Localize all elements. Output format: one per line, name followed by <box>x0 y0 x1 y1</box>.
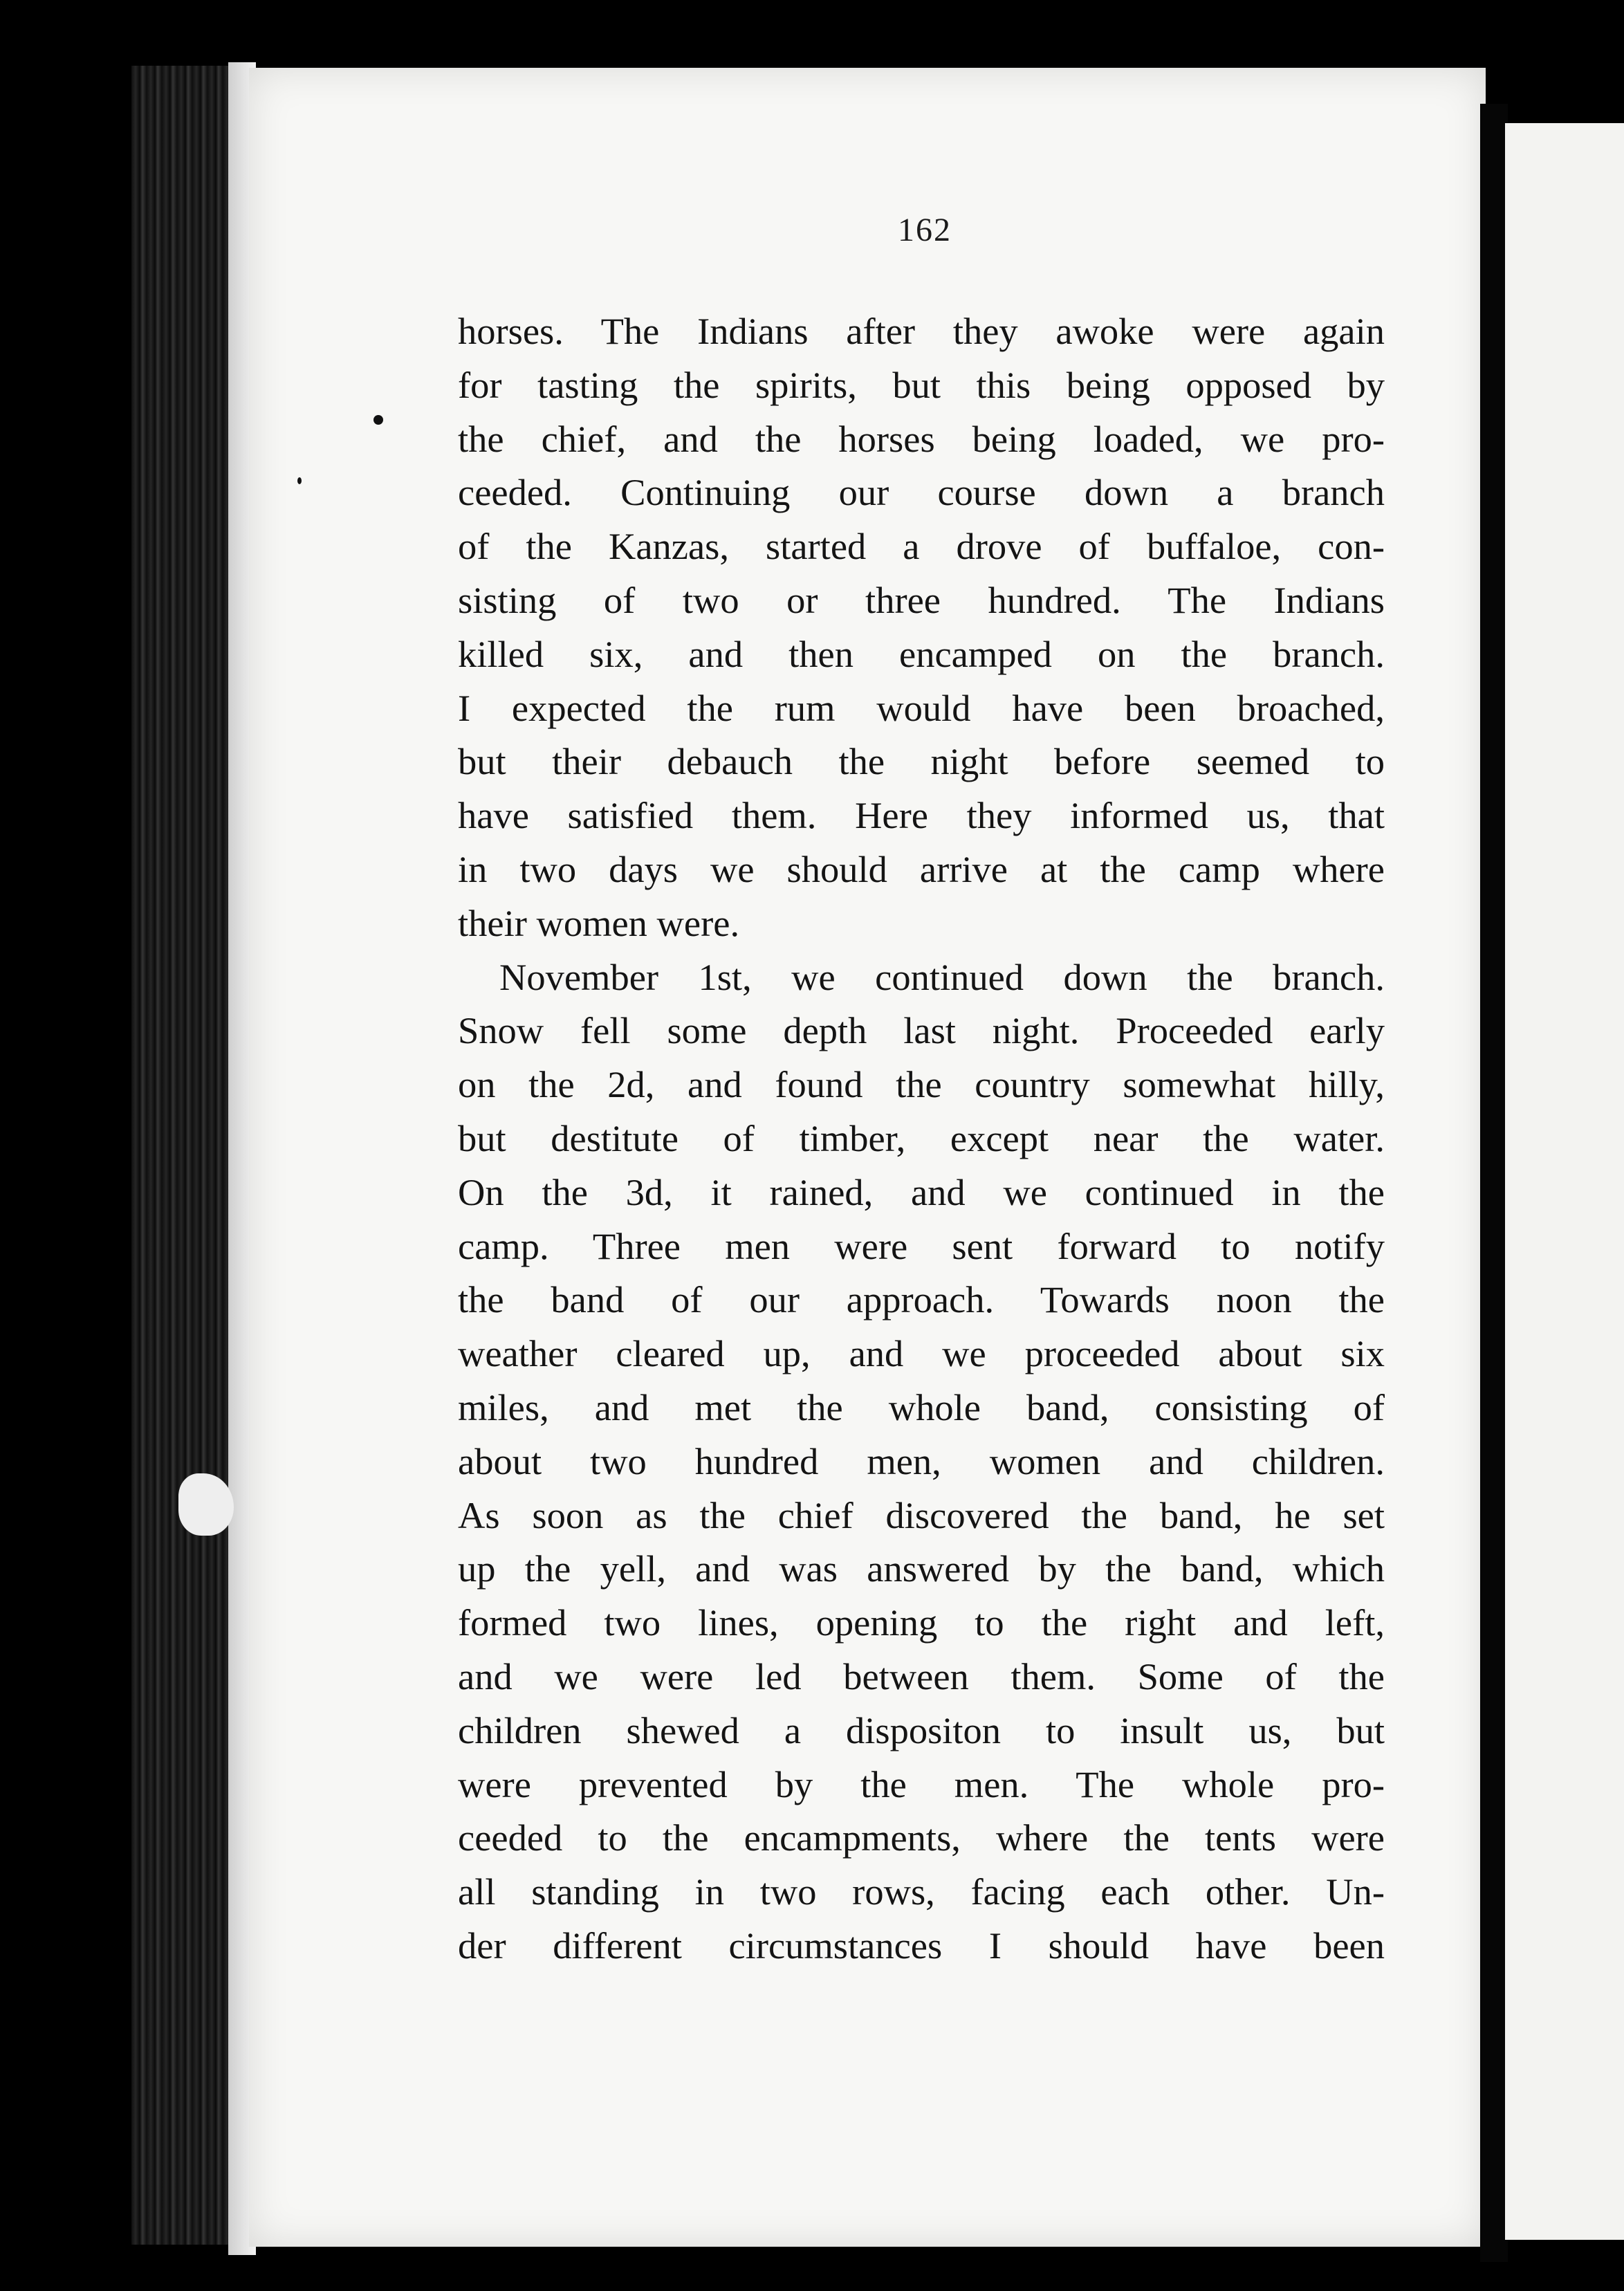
ink-speck <box>297 477 302 484</box>
text-line: but their debauch the night before seemed to <box>458 740 1385 783</box>
text-line: ceeded. Continuing our course down a branch <box>458 471 1385 514</box>
text-line: in two days we should arrive at the camp where <box>458 847 1385 890</box>
ink-speck <box>373 415 383 425</box>
text-line: camp. Three men were sent forward to notify <box>458 1224 1385 1267</box>
text-line: have satisfied them. Here they informed us, that <box>458 794 1385 837</box>
text-line: for tasting the spirits, but this being opposed by <box>458 363 1385 406</box>
text-line: the band of our approach. Towards noon the <box>458 1278 1385 1321</box>
text-line: but destitute of timber, except near the water. <box>458 1116 1385 1159</box>
text-line: of the Kanzas, started a drove of buffaloe, con- <box>458 525 1385 568</box>
text-line: the chief, and the horses being loaded, we pro- <box>458 417 1385 460</box>
text-line: children shewed a dispositon to insult us, but <box>458 1709 1385 1751</box>
text-line: miles, and met the whole band, consisting of <box>458 1386 1385 1428</box>
page-gutter <box>1480 104 1508 2262</box>
paragraph-end-line: their women were. <box>458 901 740 944</box>
text-line: I expected the rum would have been broached, <box>458 686 1385 729</box>
text-line: killed six, and then encamped on the branch. <box>458 632 1385 675</box>
book-binding-edge <box>131 66 228 2245</box>
page-number: 162 <box>898 212 952 248</box>
text-line: were prevented by the men. The whole pro- <box>458 1763 1385 1805</box>
page-body-text <box>458 304 1385 1973</box>
text-line: up the yell, and was answered by the band, which <box>458 1547 1385 1590</box>
text-line: der different circumstances I should have been <box>458 1924 1385 1967</box>
adjacent-page-sliver <box>1505 123 1624 2240</box>
text-line: about two hundred men, women and children. <box>458 1439 1385 1482</box>
text-line: Snow fell some depth last night. Proceeded early <box>458 1009 1385 1052</box>
text-line: horses. The Indians after they awoke were again <box>458 310 1385 352</box>
text-line: on the 2d, and found the country somewhat hilly, <box>458 1063 1385 1106</box>
text-line: ceeded to the encampments, where the tents were <box>458 1816 1385 1859</box>
text-line: sisting of two or three hundred. The Indians <box>458 578 1385 621</box>
text-line: On the 3d, it rained, and we continued in the <box>458 1170 1385 1213</box>
text-line: all standing in two rows, facing each other. Un- <box>458 1870 1385 1913</box>
paragraph-start-line: November 1st, we continued down the branch. <box>499 955 1385 998</box>
text-line: weather cleared up, and we proceeded about six <box>458 1332 1385 1375</box>
text-line: formed two lines, opening to the right and left, <box>458 1601 1385 1644</box>
text-line: As soon as the chief discovered the band, he set <box>458 1493 1385 1536</box>
text-line: and we were led between them. Some of the <box>458 1655 1385 1697</box>
